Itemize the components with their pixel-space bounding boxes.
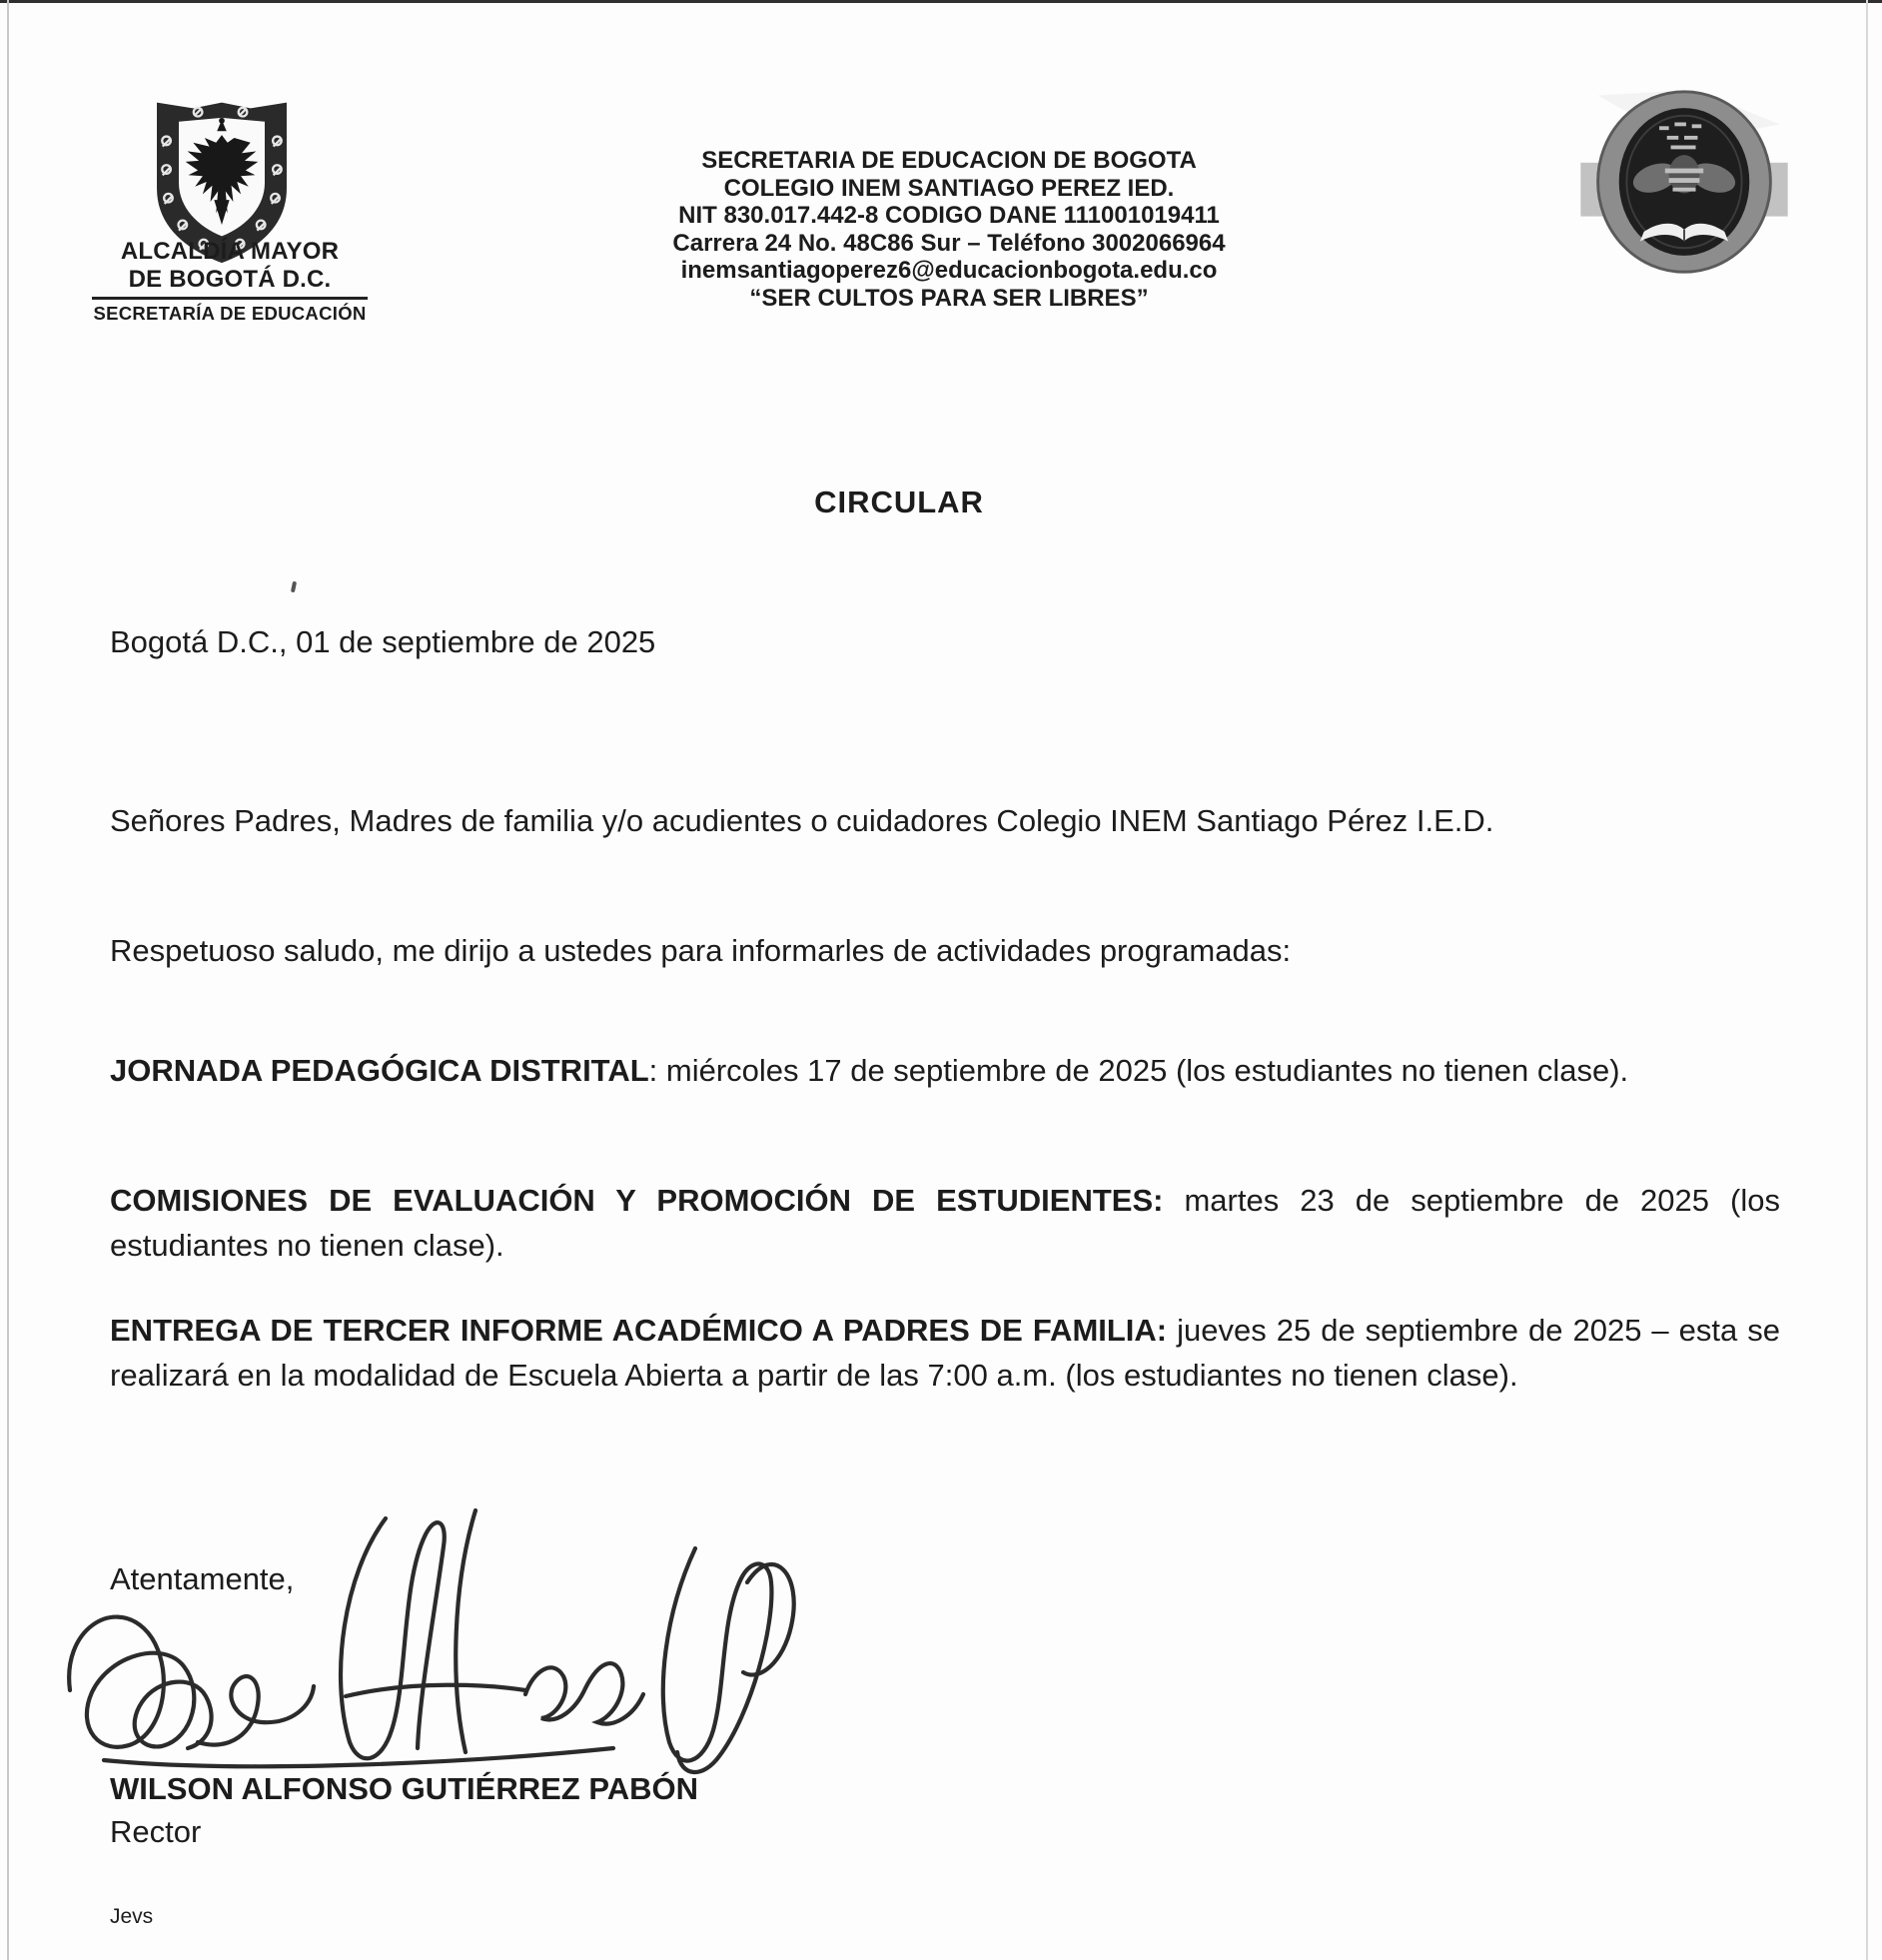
activity-1-heading: JORNADA PEDAGÓGICA DISTRITAL [110, 1053, 649, 1088]
left-logo-caption [80, 238, 380, 325]
signer-title: Rector [110, 1814, 202, 1849]
alcaldia-line2: DE BOGOTÁ D.C. [128, 266, 332, 293]
letterhead-line: NIT 830.017.442-8 CODIGO DANE 111001019411 [678, 202, 1220, 229]
letterhead-line: COLEGIO INEM SANTIAGO PEREZ IED. [723, 174, 1175, 202]
activity-item-3 [110, 1308, 1780, 1398]
scan-edge-left [7, 0, 9, 1960]
school-seal-icon [1576, 86, 1792, 278]
letterhead-motto: “SER CULTOS PARA SER LIBRES” [749, 284, 1149, 312]
secretaria-line: SECRETARÍA DE EDUCACIÓN [93, 303, 367, 324]
scan-edge-top [0, 0, 1882, 3]
letterhead-email: inemsantiagoperez6@educacionbogota.edu.co [680, 257, 1218, 284]
activity-3-heading: ENTREGA DE TERCER INFORME ACADÉMICO A PADRES DE FAMILIA: [110, 1313, 1168, 1348]
letterhead [509, 147, 1389, 312]
signature-icon [48, 1490, 807, 1802]
left-logo-divider [92, 297, 368, 300]
closing-line: Atentamente, [110, 1561, 295, 1596]
activity-item-1 [110, 1048, 1780, 1093]
salutation: Señores Padres, Madres de familia y/o acudientes o cuidadores Colegio INEM Santiago Pérez I.E.D. [110, 803, 1494, 838]
date-line: Bogotá D.C., 01 de septiembre de 2025 [110, 624, 656, 659]
activity-3-text: jueves 25 de septiembre de 2025 – esta se realizará en la modalidad de Escuela Abierta a partir de las 7:00 a.m. (los estudiantes no tienen clase). [110, 1313, 1780, 1393]
activity-item-2 [110, 1178, 1780, 1268]
scan-speck [291, 581, 297, 593]
signer-name: WILSON ALFONSO GUTIÉRREZ PABÓN [110, 1771, 698, 1806]
activity-2-heading: COMISIONES DE EVALUACIÓN Y PROMOCIÓN DE ESTUDIENTES: [110, 1183, 1164, 1218]
activity-1-text: : miércoles 17 de septiembre de 2025 (los estudiantes no tienen clase). [648, 1053, 1629, 1088]
letterhead-line: Carrera 24 No. 48C86 Sur – Teléfono 3002066964 [672, 229, 1226, 257]
typist-initials: Jevs [110, 1905, 154, 1928]
activity-2-text: martes 23 de septiembre de 2025 (los estudiantes no tienen clase). [110, 1183, 1780, 1263]
scan-edge-right [1866, 0, 1868, 1960]
alcaldia-line1: ALCALDÍA MAYOR [120, 238, 340, 265]
letterhead-line: SECRETARIA DE EDUCACION DE BOGOTA [701, 147, 1197, 174]
intro-paragraph: Respetuoso saludo, me dirijo a ustedes para informarles de actividades programadas: [110, 933, 1292, 968]
document-title: CIRCULAR [814, 485, 984, 519]
